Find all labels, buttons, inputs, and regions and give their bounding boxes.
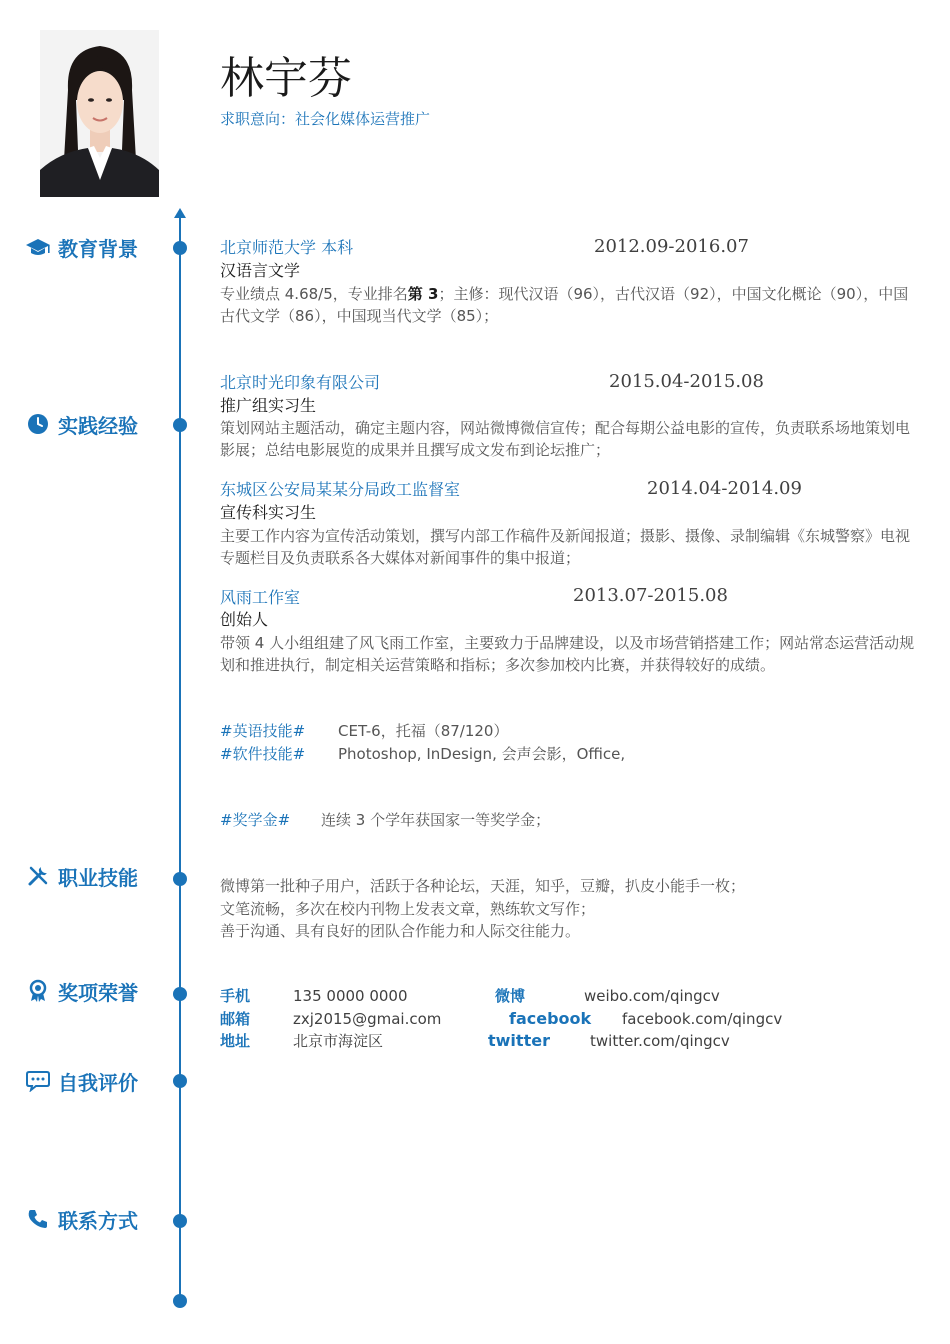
edu-major: 汉语言文学: [220, 261, 301, 280]
exp-date: 2015.04-2015.08: [609, 371, 764, 392]
edu-school: 北京师范大学 本科: [220, 238, 354, 257]
section-title: 联系方式: [58, 1208, 138, 1233]
section-self-eval: [24, 1067, 138, 1095]
scholarship-value: 连续 3 个学年获国家一等奖学金；: [321, 811, 551, 829]
edu-detail-post: ；主修：现代汉语（96），古代汉语（92），中国文化概论（90），中国古代文学（86），中国现当代文学（85）；: [220, 285, 909, 325]
english-skill-label: #英语技能#: [220, 722, 306, 740]
exp-role: 推广组实习生: [220, 396, 317, 415]
email-label: 邮箱: [220, 1010, 251, 1028]
self-eval-line: 微博第一批种子用户，活跃于各种论坛，天涯，知乎，豆瓣，扒皮小能手一枚；: [220, 877, 746, 895]
profile-photo: [40, 30, 159, 197]
edu-detail: [220, 283, 920, 327]
exp-role: 创始人: [220, 610, 269, 629]
section-awards: [24, 977, 138, 1005]
exp-desc: 策划网站主题活动，确定主题内容，网站微博微信宣传；配合每期公益电影的宣传，负责联系场地策划电影展；总结电影展览的成果并且撰写成文发布到论坛推广；: [220, 419, 911, 459]
exp-desc: 主要工作内容为宣传活动策划，撰写内部工作稿件及新闻报道；摄影、摄像、录制编辑《东城警察》电视专题栏目及负责联系各大媒体对新闻事件的集中报道；: [220, 527, 911, 567]
section-title: 职业技能: [58, 865, 138, 890]
section-title: 教育背景: [58, 236, 138, 261]
portrait-image: [40, 30, 159, 197]
edu-date: 2012.09-2016.07: [594, 236, 749, 257]
timeline-dot-contact: [173, 1214, 187, 1228]
timeline-dot-awards: [173, 987, 187, 1001]
scholarship-label: #奖学金#: [220, 811, 291, 829]
section-experience: [24, 410, 138, 438]
exp-org: 北京时光印象有限公司: [220, 373, 381, 392]
exp-org: 风雨工作室: [220, 588, 301, 607]
candidate-name: 林宇芬: [220, 53, 352, 104]
software-skill-value: Photoshop, InDesign, 会声会影，Office,: [338, 745, 626, 763]
email-value[interactable]: zxj2015@gmai.com: [293, 1010, 442, 1028]
edu-rank: 第 3: [407, 285, 439, 303]
timeline-dot-skills: [173, 872, 187, 886]
english-skill-value: CET-6，托福（87/120）: [338, 722, 509, 740]
self-eval-line: 文笔流畅，多次在校内刊物上发表文章，熟练软文写作；: [220, 900, 596, 918]
address-label: 地址: [220, 1032, 251, 1050]
phone-label: 手机: [220, 987, 251, 1005]
clock-icon: [24, 410, 52, 438]
weibo-link[interactable]: weibo.com/qingcv: [584, 987, 720, 1005]
phone-value: 135 0000 0000: [293, 987, 408, 1005]
graduation-cap-icon: [24, 233, 52, 261]
edu-detail-pre: 专业绩点 4.68/5，专业排名: [220, 285, 408, 303]
weibo-label: 微博: [495, 987, 526, 1005]
twitter-label: twitter: [488, 1031, 550, 1050]
software-skill-label: #软件技能#: [220, 745, 306, 763]
facebook-link[interactable]: facebook.com/qingcv: [622, 1010, 783, 1028]
facebook-label: facebook: [509, 1009, 592, 1028]
self-eval-line: 善于沟通、具有良好的团队合作能力和人际交往能力。: [220, 922, 581, 940]
timeline-dot-education: [173, 241, 187, 255]
section-education: [24, 233, 138, 261]
address-value: 北京市海淀区: [293, 1032, 384, 1050]
timeline-line: [179, 218, 181, 1302]
section-contact: [24, 1205, 138, 1233]
job-intent: 求职意向：社会化媒体运营推广: [220, 110, 431, 128]
section-title: 奖项荣誉: [58, 980, 138, 1005]
section-title: 自我评价: [58, 1070, 138, 1095]
phone-icon: [24, 1205, 52, 1233]
exp-date: 2014.04-2014.09: [647, 478, 802, 499]
chat-bubble-icon: [24, 1067, 52, 1095]
timeline-dot-experience: [173, 418, 187, 432]
timeline-arrow: [174, 208, 186, 218]
exp-org: 东城区公安局某某分局政工监督室: [220, 480, 461, 499]
twitter-link[interactable]: twitter.com/qingcv: [590, 1032, 730, 1050]
exp-role: 宣传科实习生: [220, 503, 317, 522]
award-ribbon-icon: [24, 977, 52, 1005]
section-skills: [24, 862, 138, 890]
exp-desc: 带领 4 人小组组建了风飞雨工作室，主要致力于品牌建设，以及市场营销搭建工作；网站常态运营活动规划和推进执行，制定相关运营策略和指标；多次参加校内比赛，并获得较好的成绩。: [220, 634, 915, 674]
tools-icon: [24, 862, 52, 890]
timeline-dot-self-eval: [173, 1074, 187, 1088]
section-title: 实践经验: [58, 413, 138, 438]
timeline-dot-end: [173, 1294, 187, 1308]
exp-date: 2013.07-2015.08: [573, 585, 728, 606]
